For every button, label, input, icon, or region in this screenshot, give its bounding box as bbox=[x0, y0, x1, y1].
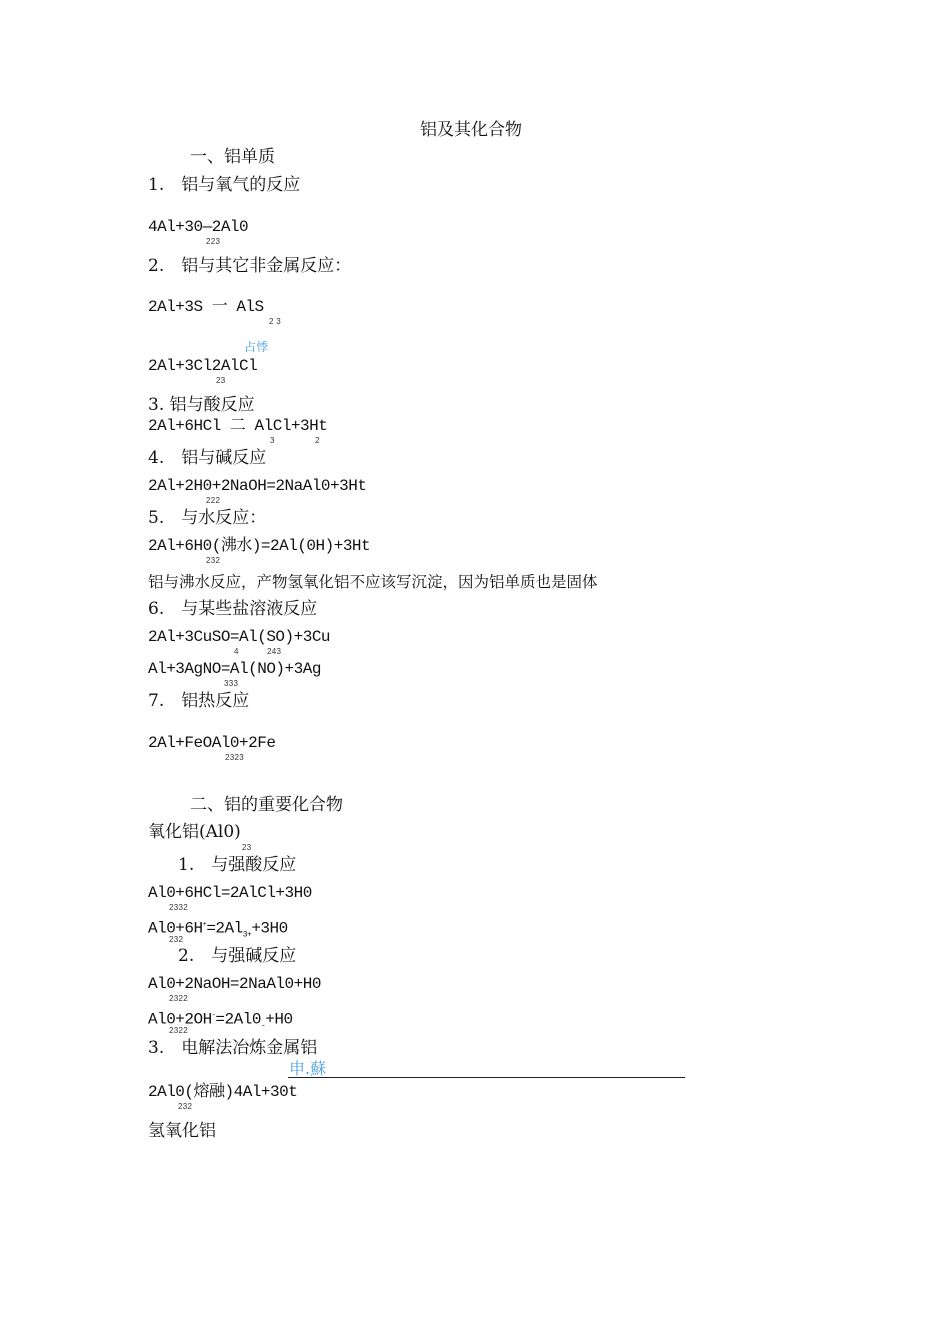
formula-subscript: 4 bbox=[234, 647, 239, 656]
section1-heading: 一、铝单质 bbox=[190, 147, 275, 167]
item5-heading: 5. 与水反应： bbox=[148, 508, 267, 528]
item6-heading: 6. 与某些盐溶液反应 bbox=[148, 599, 318, 619]
item1-heading: 1. 铝与氧气的反应 bbox=[148, 175, 301, 195]
item3-heading: 3. 铝与酸反应 bbox=[148, 395, 255, 415]
formula-thermite: 2Al+FeOAl0+2Fe bbox=[148, 734, 276, 752]
formula-subscript: 232 bbox=[169, 935, 184, 944]
formula-subscript: 2332 bbox=[169, 903, 188, 912]
hydroxide-title: 氢氧化铝 bbox=[148, 1121, 216, 1141]
formula-electrolysis: 2Al0(熔融)4Al+30t bbox=[148, 1083, 298, 1101]
formula-subscript: 223 bbox=[206, 237, 221, 246]
formula-oxide-oh-ion: $Al0+2OH^-=2Al0_-+H0$ bbox=[148, 1010, 293, 1031]
s2-item1-heading: 1. 与强酸反应 bbox=[178, 855, 297, 875]
formula-subscript: 232 bbox=[178, 1102, 193, 1111]
item2-heading: 2. 铝与其它非金属反应： bbox=[148, 256, 352, 276]
formula-subscript: 243 bbox=[267, 647, 282, 656]
page-title: 铝及其化合物 bbox=[420, 120, 522, 140]
note-text: 铝与沸水反应，产物氢氧化铝不应该写沉淀，因为铝单质也是固体 bbox=[148, 573, 598, 591]
formula-subscript: 2323 bbox=[225, 753, 244, 762]
formula-subscript: 232 bbox=[206, 556, 221, 565]
formula-al-oxygen: 4Al+30—2Al0 bbox=[148, 218, 249, 236]
underline-rule bbox=[288, 1077, 685, 1078]
formula-oxide-naoh: Al0+2NaOH=2NaAl0+H0 bbox=[148, 975, 321, 993]
formula-al-base: 2Al+2H0+2NaOH=2NaAl0+3Ht bbox=[148, 477, 367, 495]
formula-subscript: 333 bbox=[224, 679, 239, 688]
formula-subscript: 23 bbox=[216, 376, 226, 385]
formula-subscript: 2 bbox=[315, 436, 320, 445]
blue-annotation: 占悸 bbox=[244, 340, 269, 354]
formula-al-water: 2Al+6H0(沸水)=2Al(0H)+3Ht bbox=[148, 537, 371, 555]
s2-item2-heading: 2. 与强碱反应 bbox=[178, 946, 297, 966]
formula-oxide-hcl: Al0+6HCl=2AlCl+3H0 bbox=[148, 884, 312, 902]
oxide-title: 氧化铝(Al0) bbox=[148, 822, 241, 842]
item7-heading: 7. 铝热反应 bbox=[148, 691, 250, 711]
formula-subscript: 23 bbox=[242, 843, 252, 852]
formula-al-chlorine: 2Al+3Cl2AlCl bbox=[148, 357, 258, 375]
formula-subscript: 3 bbox=[270, 436, 275, 445]
formula-al-silver: Al+3AgNO=Al(NO)+3Ag bbox=[148, 660, 321, 678]
blue-stamp: 申.蘇 bbox=[289, 1059, 327, 1078]
formula-subscript: 222 bbox=[206, 496, 221, 505]
formula-subscript: 2322 bbox=[169, 1026, 188, 1035]
section2-heading: 二、铝的重要化合物 bbox=[190, 795, 343, 815]
item4-heading: 4. 铝与碱反应 bbox=[148, 448, 267, 468]
s2-item3-heading: 3. 电解法冶炼金属铝 bbox=[148, 1038, 318, 1058]
formula-oxide-h-ion: $Al0+6H^+=2Al_{3+}+3H0$ bbox=[148, 919, 288, 940]
formula-subscript: 2 3 bbox=[269, 317, 282, 326]
formula-al-acid: 2Al+6HCl 二 AlCl+3Ht bbox=[148, 417, 328, 435]
formula-al-copper: 2Al+3CuSO=Al(SO)+3Cu bbox=[148, 628, 331, 646]
formula-subscript: 2322 bbox=[169, 994, 188, 1003]
formula-al-sulfur: 2Al+3S 一 AlS bbox=[148, 298, 264, 316]
